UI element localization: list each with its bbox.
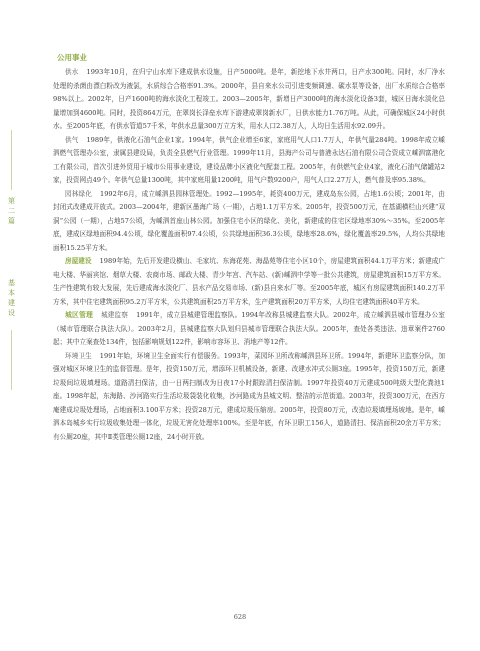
section-title: 公用事业 — [57, 53, 87, 62]
paragraph-heading: 园林绿化 — [65, 189, 92, 198]
paragraph-body: 1991年始，环境卫生全面实行有偿服务。1993年，菜园环卫所改称嵊泗县环卫所。1994年，新建环卫监察分队，加强对城区环境卫生的监督管理。是年，投资150万元，增添环卫机械设备，新建、改建水冲式公厕3座。1995年，投资150万元，新建垃圾间垃圾填埋场。道路清扫保洁，由一日两扫制改为日夜17小时跟踪清扫保洁制。1997年投资40万元建成500吨级大型化粪池1座。1998年起，东海路、沙河路实行生活垃圾袋装化收集，沙河路成为县城文明、整洁的示范街道。2003年，投资300万元，在西方庵建成垃圾处理场，占地面积3.100平方米；投资28万元，建成垃圾压缩房。2005年，投资80万元，改造垃圾填埋场坡地。是年，嵊泗本岛城乡实行垃圾收集处理一体化，垃圾无害化处理率100%。至是年底，有环卫职工156人，道路清扫、保洁面积20余万平方米；有公厕20座，其中Ⅱ类管理公厕12座，24小时开放。 — [53, 351, 445, 441]
page-content — [53, 52, 445, 444]
page-number: 628 — [233, 613, 247, 621]
paragraph-housing — [53, 255, 445, 309]
paragraph-body: 1989年，供液化石油气企业1家。1994年，供气企业增至6家，家庭用气人口1.7万人，年供气量284吨。1998年成立嵊泗燃气管理办公室，隶属县建设局，负责全县燃气行业管理。1999年11月，县海产公司与普港永达石油有限公司合资成立嵊泗富港化工有限公司，首次引进外贸用于城市公用事业建设，建设品牌小区液化气配套工程。2005年，有供燃气企业4家，液化石油气储罐站2家，投资网点49个。年供气总量1300吨，其中家庭用量1200吨，用气户数9200户，用气人口2.27万人，燃气普及率95.38%。 — [53, 135, 445, 184]
paragraph-urban-management — [53, 309, 445, 350]
sidebar-section-label: 基 本 建 设 — [8, 279, 15, 317]
paragraph-body: 1993年10月，在归宁山水库下建成供水设施，日产5000吨。是年，新挖地下水井两口，日产水300吨。同时，水厂净水处理的杀菌由漂白粉改为液氯，水质综合合格率91.3%。2000年，县自来水公司引进变频调速、碳水泵等设备，出厂水质综合合格率98%以上。2002年，日产1600吨的海水淡化工程竣工。2003—2005年，新增日产3000吨的海水淡化设备3套，城区日海水淡化总量增加到4600吨。同时，投资864万元，在翠岗长泽垒水库下游建成翠岗新水厂，日供水能力1.76万吨。从此，可确保城区24小时供水。至2005年底，有供水管道57千米，年供水总量300万立方米，用水人口2.38万人，人均日生活用水92.09升。 — [53, 68, 445, 130]
sidebar-rule — [11, 330, 12, 390]
paragraph-heading: 房屋建设 — [65, 257, 92, 265]
paragraph-heading: 城建监察 — [100, 311, 129, 319]
paragraph-heading: 供水 — [65, 68, 79, 76]
paragraph-heading: 供气 — [65, 135, 79, 144]
sidebar-rule — [11, 130, 12, 190]
paragraph-body: 1989年始，先后开发建设横山、毛家坑、东海花苑、海晶苑等住宅小区10个，房屋建筑面积44.1万平方米；新建成广电大楼、华丽宾馆、烟草大楼、农商市场、邮政大楼、青少年宫、汽车站、(新)嵊泗中学等一批公共建筑，房屋建筑面积15万平方米。生产性建筑有较大发展，先后建成海水淡化厂、县水产品交易市场、(新)县自来水厂等。至2005年底，城区有房屋建筑面积140.2万平方米，其中住宅建筑面积95.2万平方米，公共建筑面积25万平方米，生产建筑面积20万平方米，人均住宅建筑面积40平方米。 — [53, 257, 445, 306]
paragraph-sanitation — [53, 350, 445, 445]
sidebar-part-label: 第 二 篇 — [8, 197, 15, 225]
paragraph-body: 1992年6月，成立嵊泗县园林管理处。1992—1995年，耗资400万元，建成岛东公园，占地1.6公顷；2001年，由封闭式改建成开放式。2003—2004年，建新区墨海广场（一期），占地1.1万平方米。2005年，投资500万元，在基湖横栏山兴建“双洞”公园（一期），占地57公顷，为嵊泗首座山林公园。加强住宅小区的绿化、美化，新建成的住宅区绿地率30%～35%。至2005年底，建成区绿地面积94.4公顷，绿化覆盖面积97.4公顷，公共绿地面积36.3公顷，绿地率28.6%，绿化覆盖率29.5%，人均公共绿地面积15.25平方米。 — [53, 189, 445, 252]
subsection-title: 城区管理 — [65, 311, 93, 319]
paragraph-gas-supply — [53, 134, 445, 188]
paragraph-water-supply — [53, 66, 445, 134]
paragraph-heading: 环境卫生 — [65, 351, 92, 360]
paragraph-body: 1991年，成立县城建管理监察队。1994年改称县城建监察大队。2002年，成立嵊泗县城市管理办公室（城市管理联合执法大队）。2003年2月，县城建监察大队划归县城市管理联合执法大队。2005年，查处各类违法、违章案件2760起；其中立案查处134件，包括影响规划122件，影响市容环卫、消地产等12件。 — [53, 311, 445, 346]
paragraph-landscaping — [53, 188, 445, 256]
sidebar — [0, 0, 24, 651]
